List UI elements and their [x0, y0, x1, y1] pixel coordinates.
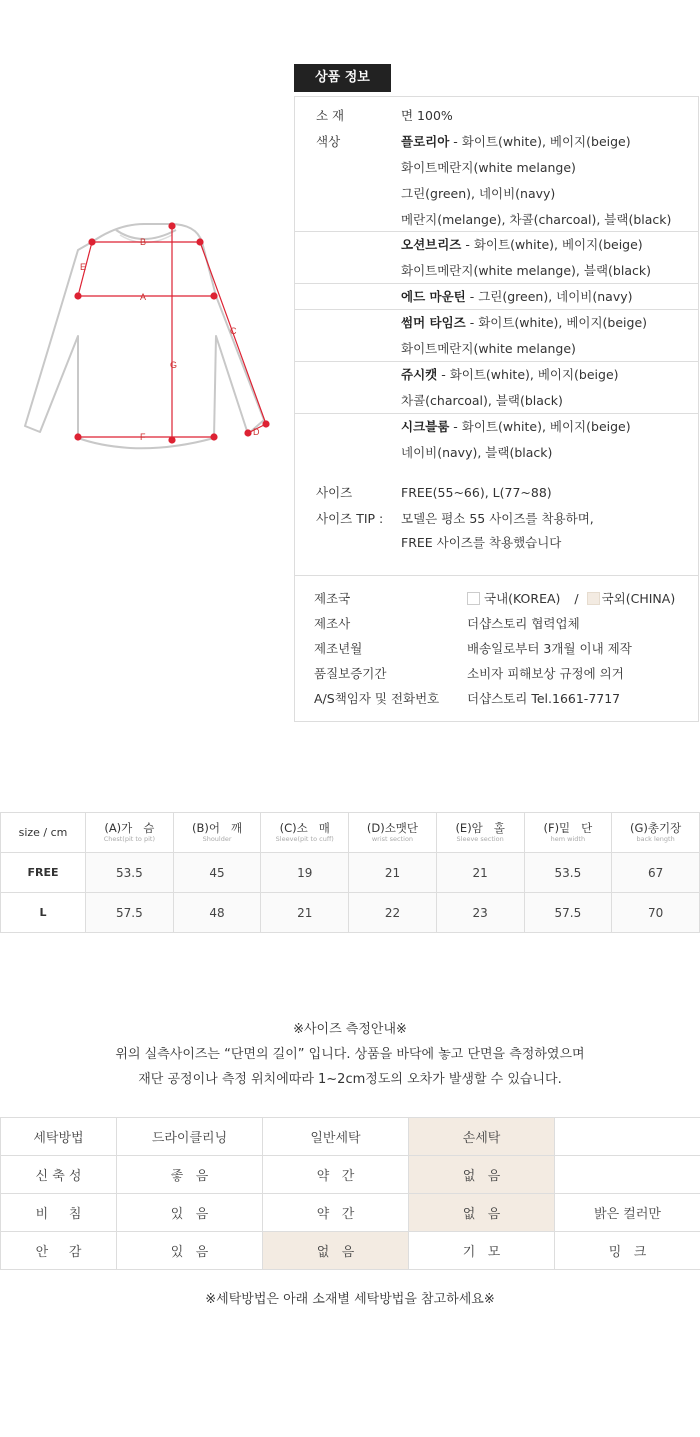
size-col-header: [86, 813, 174, 853]
diagram-label-g: G: [170, 360, 178, 370]
col-sub: Chest(pit to pit): [103, 835, 155, 843]
measurement-note-title: ※사이즈 측정안내※: [293, 1022, 407, 1037]
wash-cell: [555, 1156, 700, 1194]
measure-point: [197, 239, 203, 245]
size-cell: 57.5: [524, 893, 612, 933]
diagram-label-b: B: [140, 237, 147, 247]
wash-cell: 일반세탁: [263, 1118, 409, 1156]
size-cell: 19: [261, 853, 349, 893]
color-label: 색상: [316, 134, 341, 149]
color-line: 화이트메란지(white melange): [401, 341, 576, 356]
size-cell: 23: [436, 893, 524, 933]
color-line: 차콜(charcoal), 블랙(black): [401, 393, 563, 408]
wash-row-label: 세탁방법: [1, 1118, 117, 1156]
col-sub: Shoulder: [202, 835, 232, 843]
size-col-header: [261, 813, 349, 853]
color-line: 메란지(melange), 차콜(charcoal), 블랙(black): [401, 212, 672, 227]
wash-table-row: [1, 1232, 700, 1270]
origin-label: 제조국: [314, 591, 351, 606]
wash-row-label: 신 축 성: [1, 1156, 117, 1194]
size-cell: 48: [173, 893, 261, 933]
color-values: - 화이트(white), 베이지(beige): [465, 315, 648, 330]
wash-cell: 있 음: [117, 1194, 263, 1232]
size-cell: 53.5: [524, 853, 612, 893]
color-line: [401, 237, 643, 253]
warranty-label: 품질보증기간: [314, 666, 387, 681]
color-line: 화이트메란지(white melange), 블랙(black): [401, 263, 651, 278]
size-cell: 21: [349, 853, 437, 893]
wash-cell-selected: 없 음: [409, 1156, 555, 1194]
size-col-header: [349, 813, 437, 853]
col-sub: hem width: [550, 835, 586, 843]
size-table-header: [1, 813, 700, 853]
color-line: 화이트메란지(white melange): [401, 160, 576, 175]
date-label: 제조년월: [314, 641, 363, 656]
color-name: 오션브리즈: [401, 237, 462, 252]
wash-cell: 밍 크: [555, 1232, 700, 1270]
color-values: - 화이트(white), 베이지(beige): [449, 419, 631, 434]
divider: [295, 309, 698, 310]
size-table-row: [1, 893, 700, 933]
color-line: [401, 134, 631, 150]
material-label: 소 재: [316, 108, 345, 123]
divider: [295, 413, 698, 414]
checkbox-korea: [467, 592, 480, 605]
size-cell: 21: [436, 853, 524, 893]
divider: [295, 231, 698, 232]
diagram-label-a: A: [140, 292, 147, 302]
size-col-header: [173, 813, 261, 853]
size-table-corner: size / cm: [1, 813, 86, 853]
col-label: (A)가 슴: [104, 821, 155, 835]
color-values: - 화이트(white), 베이지(beige): [449, 134, 631, 149]
origin-korea: 국내(KOREA): [484, 591, 561, 606]
maker-label: 제조사: [314, 616, 351, 631]
measure-point: [169, 437, 175, 443]
warranty-value: 소비자 피해보상 규정에 의거: [467, 666, 624, 681]
col-sub: wrist section: [371, 835, 414, 843]
measure-point: [89, 239, 95, 245]
color-line: [401, 289, 633, 305]
wash-cell: [555, 1118, 700, 1156]
product-info-header: 상품 정보: [294, 64, 391, 92]
wash-cell-selected: 없 음: [409, 1194, 555, 1232]
diagram-label-f: F: [140, 432, 146, 442]
col-label: (G)총기장: [630, 821, 682, 835]
material-value: 면 100%: [401, 108, 453, 123]
size-label: 사이즈: [316, 485, 353, 500]
wash-cell: 약 간: [263, 1156, 409, 1194]
measurement-note-line: 위의 실측사이즈는 “단면의 길이” 입니다. 상품을 바닥에 놓고 단면을 측정하였으며: [115, 1047, 585, 1062]
size-value: FREE(55~66), L(77~88): [401, 485, 552, 500]
col-label: (C)소 매: [279, 821, 330, 835]
measure-point: [211, 293, 217, 299]
garment-measurement-diagram: [20, 220, 280, 460]
as-value: 더샵스토리 Tel.1661-7717: [467, 691, 621, 706]
color-values: - 그린(green), 네이비(navy): [465, 289, 633, 304]
size-row-label: FREE: [1, 853, 86, 893]
measure-point: [211, 434, 217, 440]
color-name: 에드 마운틴: [401, 289, 466, 304]
wash-cell: 좋 음: [117, 1156, 263, 1194]
wash-cell: 기 모: [409, 1232, 555, 1270]
col-label: (D)소맷단: [366, 821, 419, 835]
date-value: 배송일로부터 3개월 이내 제작: [467, 641, 632, 656]
size-table-row: [1, 853, 700, 893]
size-tip-line: FREE 사이즈를 착용했습니다: [401, 535, 562, 550]
wash-cell-selected: 손세탁: [409, 1118, 555, 1156]
size-col-header: [524, 813, 612, 853]
col-sub: Sleeve(pit to cuff): [275, 835, 334, 843]
wash-table-row: [1, 1118, 700, 1156]
size-cell: 67: [612, 853, 700, 893]
color-line: 그린(green), 네이비(navy): [401, 186, 556, 201]
col-label: (B)어 깨: [192, 821, 243, 835]
wash-table-row: [1, 1194, 700, 1232]
wash-cell-selected: 없 음: [263, 1232, 409, 1270]
divider: [295, 283, 698, 284]
size-cell: 70: [612, 893, 700, 933]
size-tip-label: 사이즈 TIP :: [316, 511, 384, 526]
color-name: 플로리아: [401, 134, 450, 149]
size-cell: 57.5: [86, 893, 174, 933]
color-name: 쥬시캣: [401, 367, 438, 382]
wash-cell: 있 음: [117, 1232, 263, 1270]
divider: [295, 575, 698, 576]
wash-table-row: [1, 1156, 700, 1194]
measure-point: [169, 223, 175, 229]
garment-outline: [25, 224, 264, 448]
color-line: [401, 315, 647, 331]
color-line: [401, 419, 631, 435]
measure-point: [75, 293, 81, 299]
color-name: 시크블룸: [401, 419, 450, 434]
wash-table: [0, 1117, 700, 1270]
measure-point: [263, 421, 269, 427]
wash-row-label: 비 침: [1, 1194, 117, 1232]
col-sub: Sleeve section: [456, 835, 504, 843]
col-label: (F)밑 단: [543, 821, 593, 835]
diagram-label-d: D: [253, 427, 260, 437]
diagram-label-c: C: [230, 326, 237, 336]
color-line: [401, 367, 619, 383]
col-sub: back length: [636, 835, 675, 843]
product-info-box: [294, 96, 699, 722]
size-cell: 21: [261, 893, 349, 933]
diagram-label-e: E: [80, 262, 87, 272]
size-cell: 45: [173, 853, 261, 893]
origin-value: [467, 591, 675, 607]
size-cell: 53.5: [86, 853, 174, 893]
col-label: (E)암 홀: [455, 821, 505, 835]
as-label: A/S책임자 및 전화번호: [314, 691, 440, 706]
size-table: [0, 812, 700, 933]
checkbox-china: [587, 592, 600, 605]
divider: [295, 361, 698, 362]
origin-china: 국외(CHINA): [601, 591, 676, 606]
measurement-note-line: 재단 공정이나 측정 위치에따라 1~2cm정도의 오차가 발생할 수 있습니다.: [138, 1072, 562, 1087]
size-col-header: [612, 813, 700, 853]
wash-cell: 약 간: [263, 1194, 409, 1232]
maker-value: 더샵스토리 협력업체: [467, 616, 580, 631]
color-name: 썸머 타임즈: [401, 315, 466, 330]
size-tip-line: 모델은 평소 55 사이즈를 착용하며,: [401, 511, 594, 526]
color-values: - 화이트(white), 베이지(beige): [461, 237, 643, 252]
wash-row-label: 안 감: [1, 1232, 117, 1270]
size-col-header: [436, 813, 524, 853]
measure-point: [245, 430, 251, 436]
wash-cell: 드라이클리닝: [117, 1118, 263, 1156]
size-cell: 22: [349, 893, 437, 933]
origin-separator: /: [574, 591, 579, 606]
size-row-label: L: [1, 893, 86, 933]
color-line: 네이비(navy), 블랙(black): [401, 445, 553, 460]
wash-note: ※세탁방법은 아래 소재별 세탁방법을 참고하세요※: [205, 1292, 495, 1307]
wash-cell: 밝은 컬러만: [555, 1194, 700, 1232]
color-values: - 화이트(white), 베이지(beige): [437, 367, 619, 382]
measure-point: [75, 434, 81, 440]
